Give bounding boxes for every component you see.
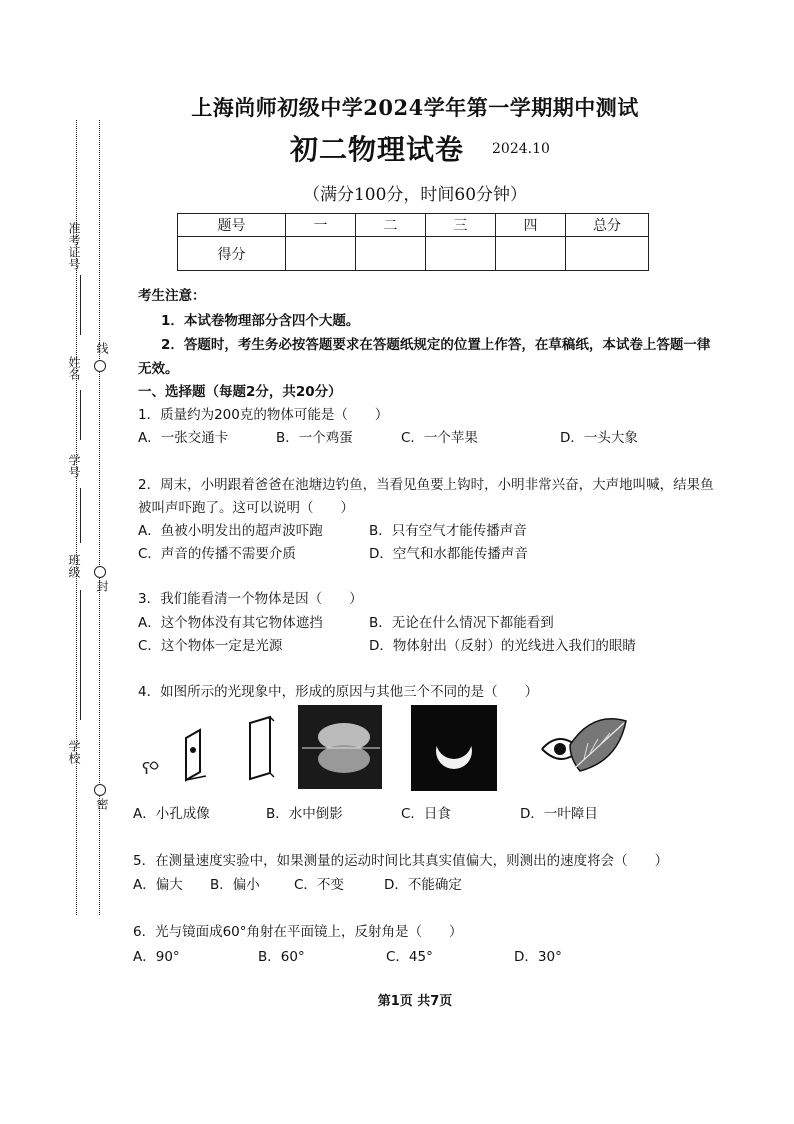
exam-date: 2024.10 [492,141,550,157]
question-stem: 4．如图所示的光现象中，形成的原因与其他三个不同的是（ ） [138,684,539,700]
option-c[interactable]: C．这个物体一定是光源 [138,638,283,654]
score-cell[interactable] [496,237,566,271]
option-a[interactable]: A．90° [133,949,180,965]
score-header-cell: 二 [356,214,426,237]
svg-text:ʕ: ʕ [142,759,151,778]
score-cell[interactable] [286,237,356,271]
seal-char-secret: 密 [95,798,109,810]
score-table [177,213,649,271]
option-a[interactable]: A．偏大 [133,877,183,893]
score-header-cell: 一 [286,214,356,237]
margin-label-exam-number: 准考证号 [67,222,81,270]
score-cell[interactable] [426,237,496,271]
notice-title: 考生注意： [138,288,206,304]
margin-label-name: 姓名 [67,356,81,380]
notice-item: 2．答题时，考生务必按答题要求在答题纸规定的位置上作答，在草稿纸，本试卷上答题一律 [161,337,711,353]
option-c[interactable]: C．不变 [294,877,344,893]
option-c[interactable]: C．一个苹果 [401,430,478,446]
leaf-eye-image [540,715,632,787]
option-a[interactable]: A．小孔成像 [133,806,210,822]
question-stem: 3．我们能看清一个物体是因（ ） [138,591,363,607]
margin-label-student-id: 学号 [67,454,81,478]
option-a[interactable]: A．鱼被小明发出的超声波吓跑 [138,523,323,539]
option-d[interactable]: D．一叶障目 [520,806,598,822]
notice-item: 1．本试卷物理部分含四个大题。 [161,313,360,329]
question-stem: 5．在测量速度实验中，如果测量的运动时间比其真实值偏大，则测出的速度将会（ ） [133,853,669,869]
option-b[interactable]: B．偏小 [210,877,260,893]
margin-blank-exam-number[interactable] [80,275,81,335]
section-title: 一、选择题（每题2分，共20分） [138,384,342,400]
score-row-label: 得分 [178,237,286,271]
option-b[interactable]: B．一个鸡蛋 [276,430,353,446]
seal-circle [94,360,106,372]
option-c[interactable]: C．45° [386,949,433,965]
option-d[interactable]: D．一头大象 [560,430,638,446]
score-cell[interactable] [566,237,649,271]
score-header-cell: 总分 [566,214,649,237]
option-c[interactable]: C．日食 [401,806,451,822]
margin-label-class: 班级 [67,554,81,578]
margin-blank-class[interactable] [80,590,81,720]
notice-item: 无效。 [138,361,179,377]
exam-title: 上海尚师初级中学2024学年第一学期期中测试 [191,95,639,120]
margin-blank-student-id[interactable] [80,488,81,543]
eclipse-photo [411,705,497,791]
pinhole-image [140,728,220,783]
seal-circle [94,784,106,796]
paper-title: 初二物理试卷 [290,133,465,166]
seal-circle [94,566,106,578]
question-stem: 6．光与镜面成60°角射在平面镜上，反射角是（ ） [133,924,463,940]
option-d[interactable]: D．不能确定 [384,877,462,893]
score-header-cell: 四 [496,214,566,237]
page-footer: 第1页 共7页 [377,994,453,1009]
option-d[interactable]: D．物体射出（反射）的光线进入我们的眼睛 [369,638,636,654]
option-b[interactable]: B．60° [258,949,305,965]
margin-blank-name[interactable] [80,390,81,440]
score-header-cell: 题号 [178,214,286,237]
option-b[interactable]: B．无论在什么情况下都能看到 [369,615,554,631]
option-c[interactable]: C．声音的传播不需要介质 [138,546,296,562]
option-a[interactable]: A．一张交通卡 [138,430,229,446]
seal-char-line: 线 [95,342,109,354]
mirror-image [244,715,280,785]
question-stem: 被叫声吓跑了。这可以说明（ ） [138,500,354,516]
option-d[interactable]: D．30° [514,949,562,965]
seal-char-seal: 封 [95,580,109,592]
option-b[interactable]: B．水中倒影 [266,806,343,822]
option-a[interactable]: A．这个物体没有其它物体遮挡 [138,615,323,631]
score-header-cell: 三 [426,214,496,237]
margin-label-school: 学校 [67,740,81,764]
option-b[interactable]: B．只有空气才能传播声音 [369,523,527,539]
score-cell[interactable] [356,237,426,271]
option-d[interactable]: D．空气和水都能传播声音 [369,546,528,562]
question-stem: 2．周末，小明跟着爸爸在池塘边钓鱼，当看见鱼要上钩时，小明非常兴奋，大声地叫喊，结果鱼 [138,477,714,493]
reflection-photo [298,705,382,789]
exam-subtitle: （满分100分，时间60分钟） [302,185,528,205]
question-stem: 1．质量约为200克的物体可能是（ ） [138,407,389,423]
